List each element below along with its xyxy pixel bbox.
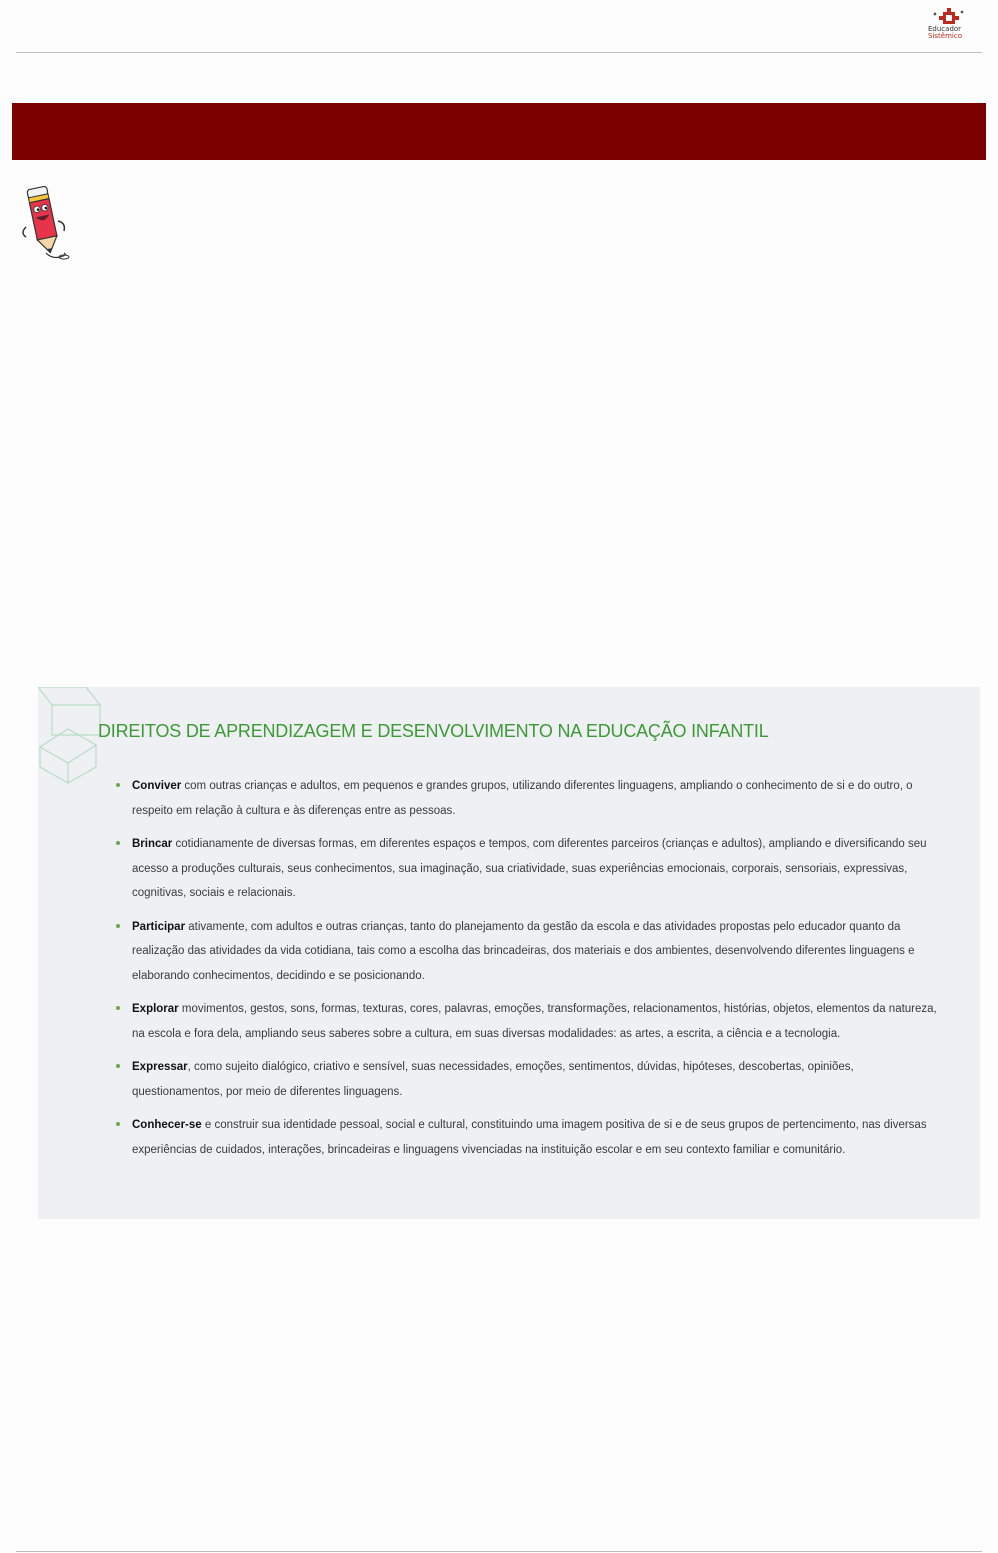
item-lead: Expressar	[132, 1061, 188, 1073]
item-text: e construir sua identidade pessoal, social e cultural, constituindo uma imagem positiva de si e de seus grupos de pertencimento, nas diversas experiências de cuidados, interações, brincadeiras e linguagens vivenciadas na instituição escolar e em seu contexto familiar e comunitário.	[132, 1119, 927, 1156]
item-lead: Conhecer-se	[132, 1119, 202, 1131]
item-text: cotidianamente de diversas formas, em diferentes espaços e tempos, com diferentes parceiros (crianças e adultos), ampliando e diversificando seu acesso a produções culturais, seus conhecimentos, sua imaginação, sua criatividade, suas experiências emocionais, corporais, sensoriais, expressivas, cognitivas, sociais e relacionais.	[132, 838, 927, 899]
title-banner	[12, 103, 986, 160]
footer-divider	[16, 1551, 982, 1552]
list-item	[114, 1055, 944, 1104]
bullet-icon	[116, 783, 120, 787]
bullet-icon	[116, 924, 120, 928]
list-item	[114, 1113, 944, 1162]
item-lead: Participar	[132, 920, 186, 933]
logo-line-1: Educador	[928, 25, 962, 33]
list-item	[114, 832, 944, 906]
bullet-icon	[116, 1064, 120, 1068]
pencil-mascot-icon	[20, 183, 78, 263]
logo-line-2: Sistêmico	[928, 32, 962, 40]
header-divider	[16, 52, 982, 53]
list-item	[114, 774, 944, 823]
bullet-icon	[116, 841, 120, 845]
learning-rights-card	[38, 687, 980, 1219]
item-text: com outras crianças e adultos, em pequenos e grandes grupos, utilizando diferentes linguagens, ampliando o conhecimento de si e do outro, o respeito em relação à cultura e às diferenças entre as pessoas.	[132, 780, 913, 817]
item-text: , como sujeito dialógico, criativo e sensível, suas necessidades, emoções, sentimentos, dúvidas, hipóteses, descobertas, opiniões, questionamentos, por meio de diferentes linguagens.	[132, 1061, 854, 1098]
item-lead: Conviver	[132, 780, 182, 792]
list-item	[114, 997, 944, 1046]
bullet-icon	[116, 1122, 120, 1126]
rights-list	[114, 774, 944, 1162]
list-item	[114, 915, 944, 989]
card-title: DIREITOS DE APRENDIZAGEM E DESENVOLVIMENTO NA EDUCAÇÃO INFANTIL	[98, 721, 769, 741]
item-text: ativamente, com adultos e outras crianças, tanto do planejamento da gestão da escola e das atividades propostas pelo educador quanto da realização das atividades da vida cotidiana, tais como a escolha das brincadeiras, dos materiais e dos ambientes, desenvolvendo diferentes linguagens e elaborando conhecimentos, decidindo e se posicionando.	[132, 920, 915, 982]
item-lead: Explorar	[132, 1003, 179, 1015]
logo-wordmark	[928, 26, 962, 40]
educador-sistemico-logo	[926, 8, 972, 44]
bullet-icon	[116, 1006, 120, 1010]
item-lead: Brincar	[132, 838, 173, 850]
item-text: movimentos, gestos, sons, formas, texturas, cores, palavras, emoções, transformações, relacionamentos, histórias, objetos, elementos da natureza, na escola e fora dela, ampliando seus saberes sobre a cultura, em suas diversas modalidades: as artes, a escrita, a ciência e a tecnologia.	[132, 1003, 937, 1040]
